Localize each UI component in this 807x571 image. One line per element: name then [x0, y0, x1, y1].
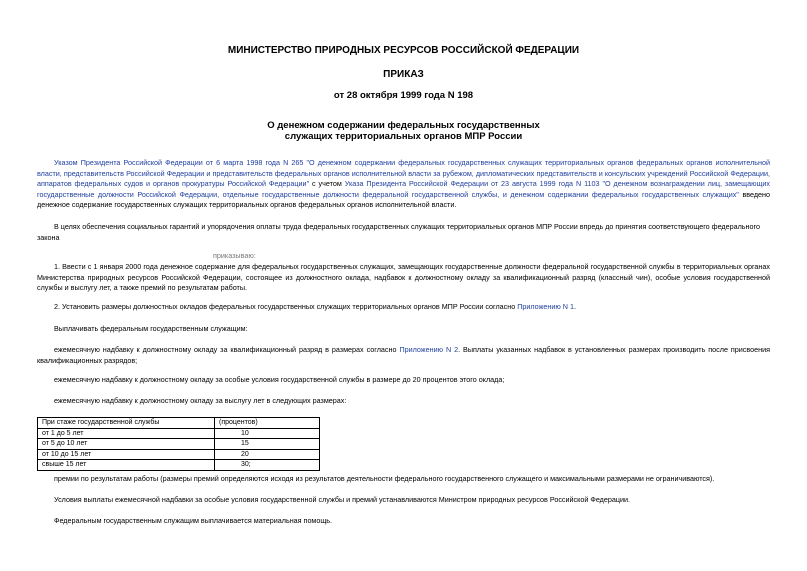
pay-intro-paragraph: Выплачивать федеральным государственным служащим: [54, 324, 248, 333]
table-row [38, 449, 320, 460]
item1-paragraph: 1. Ввести с 1 января 2000 года денежное содержание для федеральных государственных служащих, замещающих государственные должности федеральной государственной службы в территориальных органах Министерства природных ресурсов Российской Федерации, состоящее из должностного оклада, надбавок к должностному окладу за квалификационный разряд (классный чин), особые условия государственной службы и выслугу лет, а также премий по результатам работы. [37, 262, 770, 292]
table-cell: от 10 до 15 лет [38, 449, 215, 460]
appendix-1-link[interactable]: Приложению N 1 [517, 302, 574, 311]
table-cell: 15 [215, 439, 320, 450]
item2-paragraph [37, 302, 770, 313]
table-row [38, 439, 320, 450]
material-aid-paragraph: Федеральным государственным служащим выплачивается материальная помощь. [54, 516, 333, 525]
table-cell: 20 [215, 449, 320, 460]
document-title-line1: О денежном содержании федеральных государственных [267, 120, 540, 131]
table-cell: 10 [215, 428, 320, 439]
table-header-cell: (процентов) [215, 418, 320, 429]
document-title-line2: служащих территориальных органов МПР России [284, 131, 523, 142]
intro-paragraph [37, 158, 770, 211]
table-row [38, 460, 320, 471]
intro-text2: введено денежное содержание государственных служащих территориальных органов федеральных органов исполнительной власти. [37, 189, 770, 209]
table-cell: от 5 до 10 лет [38, 439, 215, 450]
decree-265-link[interactable]: Указом Президента Российской Федерации от 6 марта 1998 года N 265 "О денежном содержании федеральных государственных служащих территориальных органов федеральных органов исполнительной власти, представительств Российской Федерации и представительств федеральных органов исполнительной власти за рубежом, дипломатических представительств и консульских учреждений Российской Федерации, аппаратов федеральных судов и органов прокуратуры Российской Федерации" [37, 158, 770, 188]
table-cell: свыше 15 лет [38, 460, 215, 471]
allowance1-text: ежемесячную надбавку к должностному окладу за квалификационный разряд в размерах согласно [54, 345, 400, 354]
ministry-heading: МИНИСТЕРСТВО ПРИРОДНЫХ РЕСУРСОВ РОССИЙСКОЙ ФЕДЕРАЦИИ [227, 45, 580, 56]
table-header-row [38, 418, 320, 429]
conditions-paragraph: Условия выплаты ежемесячной надбавки за особые условия государственной службы и премий устанавливаются Министром природных ресурсов Российской Федерации. [54, 495, 630, 504]
bonus-paragraph: премии по результатам работы (размеры премий определяются исходя из результатов деятельности федерального государственного служащего и максимальными размерами не ограничиваются). [54, 474, 715, 483]
allowance2-paragraph: ежемесячную надбавку к должностному окладу за особые условия государственной службы в размере до 20 процентов этого оклада; [54, 375, 505, 384]
table-row [38, 428, 320, 439]
seniority-table [37, 417, 320, 471]
allowance1-end: . Выплаты указанных надбавок в установленных размерах производить после присвоения квалификационных разрядов; [37, 345, 771, 365]
intro-text1: с учетом [309, 179, 345, 188]
decree-1103-link[interactable]: Указа Президента Российской Федерации от 23 августа 1999 года N 1103 "О денежном вознаграждении лиц, замещающих государственные должности Российской Федерации, отдельные государственные должности федеральной государственной службы, и денежном содержании федеральных государственных служащих" [37, 179, 770, 199]
table-header-cell: При стаже государственной службы [38, 418, 215, 429]
table-cell: от 1 до 5 лет [38, 428, 215, 439]
allowance1-paragraph [37, 345, 770, 366]
item2-end: . [573, 302, 576, 311]
table-cell: 30; [215, 460, 320, 471]
item2-text: 2. Установить размеры должностных окладов федеральных государственных служащих территориальных органов МПР России согласно [54, 302, 518, 311]
document-date-number: от 28 октября 1999 года N 198 [333, 90, 474, 101]
order-word: приказываю: [213, 251, 256, 260]
allowance3-paragraph: ежемесячную надбавку к должностному окладу за выслугу лет в следующих размерах: [54, 396, 347, 405]
document-title [0, 120, 807, 142]
purpose-paragraph: В целях обеспечения социальных гарантий и упорядочения оплаты труда федеральных государственных служащих территориальных органов МПР России впредь до принятия соответствующего федерального закона [37, 222, 760, 242]
document-type: ПРИКАЗ [383, 69, 424, 80]
appendix-2-link[interactable]: Приложению N 2 [399, 345, 459, 354]
